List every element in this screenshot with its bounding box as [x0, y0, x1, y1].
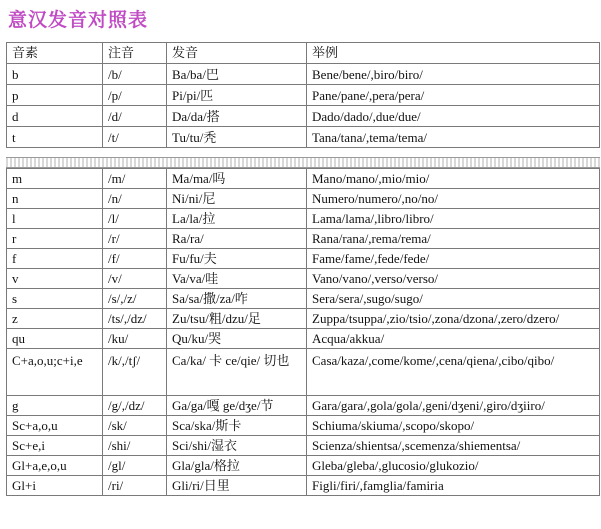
cell-notation: /shi/ — [103, 436, 167, 456]
cell-examples: Acqua/akkua/ — [307, 329, 600, 349]
cell-examples: Bene/bene/,biro/biro/ — [307, 64, 600, 85]
cell-pronunciation: Ga/ga/嘎 ge/dʒe/节 — [167, 396, 307, 416]
cell-phoneme: C+a,o,u;c+i,e — [7, 349, 103, 396]
cell-examples: Gleba/gleba/,glucosio/glukozio/ — [307, 456, 600, 476]
cell-examples: Numero/numero/,no/no/ — [307, 189, 600, 209]
cell-examples: Gara/gara/,gola/gola/,geni/dʒeni/,giro/dʒiiro/ — [307, 396, 600, 416]
cell-pronunciation: Sci/shi/湿衣 — [167, 436, 307, 456]
table-row — [7, 209, 600, 229]
cell-notation: /v/ — [103, 269, 167, 289]
table-row — [7, 436, 600, 456]
cell-examples: Mano/mano/,mio/mio/ — [307, 169, 600, 189]
cell-pronunciation: Pi/pi/匹 — [167, 85, 307, 106]
cell-phoneme: l — [7, 209, 103, 229]
table-row — [7, 349, 600, 396]
cell-notation: /s/,/z/ — [103, 289, 167, 309]
cell-pronunciation: Zu/tsu/粗/dzu/足 — [167, 309, 307, 329]
page-title: 意汉发音对照表 — [8, 9, 149, 31]
cell-phoneme: d — [7, 106, 103, 127]
header-examples: 举例 — [307, 43, 600, 64]
phoneme-table-bottom — [6, 168, 600, 496]
cell-examples: Dado/dado/,due/due/ — [307, 106, 600, 127]
table-row — [7, 229, 600, 249]
table-row — [7, 64, 600, 85]
cell-phoneme: v — [7, 269, 103, 289]
cell-examples: Fame/fame/,fede/fede/ — [307, 249, 600, 269]
cell-notation: /b/ — [103, 64, 167, 85]
table-separator — [6, 157, 600, 168]
cell-notation: /g/,/dz/ — [103, 396, 167, 416]
header-notation: 注音 — [103, 43, 167, 64]
cell-notation: /k/,/tʃ/ — [103, 349, 167, 396]
cell-notation: /p/ — [103, 85, 167, 106]
cell-examples: Casa/kaza/,come/kome/,cena/qiena/,cibo/qibo/ — [307, 349, 600, 396]
cell-phoneme: Sc+e,i — [7, 436, 103, 456]
cell-examples: Pane/pane/,pera/pera/ — [307, 85, 600, 106]
cell-pronunciation: Fu/fu/夫 — [167, 249, 307, 269]
cell-examples: Schiuma/skiuma/,scopo/skopo/ — [307, 416, 600, 436]
cell-pronunciation: Da/da/搭 — [167, 106, 307, 127]
cell-notation: /n/ — [103, 189, 167, 209]
cell-pronunciation: Ra/ra/ — [167, 229, 307, 249]
cell-notation: /gl/ — [103, 456, 167, 476]
table-row — [7, 269, 600, 289]
cell-phoneme: g — [7, 396, 103, 416]
table-row — [7, 396, 600, 416]
header-pronunciation: 发音 — [167, 43, 307, 64]
cell-pronunciation: Qu/ku/哭 — [167, 329, 307, 349]
cell-phoneme: Gl+a,e,o,u — [7, 456, 103, 476]
cell-notation: /f/ — [103, 249, 167, 269]
table-row — [7, 85, 600, 106]
cell-examples: Sera/sera/,sugo/sugo/ — [307, 289, 600, 309]
cell-phoneme: qu — [7, 329, 103, 349]
cell-phoneme: Gl+i — [7, 476, 103, 496]
cell-notation: /ku/ — [103, 329, 167, 349]
cell-phoneme: t — [7, 127, 103, 148]
cell-notation: /l/ — [103, 209, 167, 229]
cell-pronunciation: Ma/ma/吗 — [167, 169, 307, 189]
cell-phoneme: Sc+a,o,u — [7, 416, 103, 436]
header-row — [7, 43, 600, 64]
cell-examples: Zuppa/tsuppa/,zio/tsio/,zona/dzona/,zero/dzero/ — [307, 309, 600, 329]
cell-phoneme: m — [7, 169, 103, 189]
cell-pronunciation: Ba/ba/巴 — [167, 64, 307, 85]
cell-notation: /m/ — [103, 169, 167, 189]
table-row — [7, 329, 600, 349]
cell-pronunciation: Sa/sa/撒/za/咋 — [167, 289, 307, 309]
cell-phoneme: b — [7, 64, 103, 85]
cell-notation: /sk/ — [103, 416, 167, 436]
table-row — [7, 289, 600, 309]
cell-pronunciation: Va/va/哇 — [167, 269, 307, 289]
table-row — [7, 249, 600, 269]
cell-notation: /r/ — [103, 229, 167, 249]
cell-pronunciation: La/la/拉 — [167, 209, 307, 229]
cell-examples: Rana/rana/,rema/rema/ — [307, 229, 600, 249]
cell-examples: Vano/vano/,verso/verso/ — [307, 269, 600, 289]
cell-phoneme: z — [7, 309, 103, 329]
cell-pronunciation: Sca/ska/斯卡 — [167, 416, 307, 436]
phoneme-table-top — [6, 42, 600, 148]
cell-pronunciation: Tu/tu/秃 — [167, 127, 307, 148]
cell-phoneme: p — [7, 85, 103, 106]
cell-notation: /d/ — [103, 106, 167, 127]
cell-phoneme: n — [7, 189, 103, 209]
header-phoneme: 音素 — [7, 43, 103, 64]
table-row — [7, 169, 600, 189]
cell-examples: Tana/tana/,tema/tema/ — [307, 127, 600, 148]
cell-pronunciation: Ni/ni/尼 — [167, 189, 307, 209]
cell-examples: Lama/lama/,libro/libro/ — [307, 209, 600, 229]
table-row — [7, 106, 600, 127]
cell-phoneme: f — [7, 249, 103, 269]
cell-pronunciation: Ca/ka/ 卡 ce/qie/ 切也 — [167, 349, 307, 396]
cell-pronunciation: Gla/gla/格拉 — [167, 456, 307, 476]
table-row — [7, 416, 600, 436]
cell-examples: Scienza/shientsa/,scemenza/shiementsa/ — [307, 436, 600, 456]
cell-notation: /t/ — [103, 127, 167, 148]
cell-notation: /ri/ — [103, 476, 167, 496]
cell-pronunciation: Gli/ri/日里 — [167, 476, 307, 496]
table-row — [7, 189, 600, 209]
table-row — [7, 309, 600, 329]
cell-phoneme: s — [7, 289, 103, 309]
cell-notation: /ts/,/dz/ — [103, 309, 167, 329]
table-row — [7, 127, 600, 148]
cell-phoneme: r — [7, 229, 103, 249]
table-row — [7, 456, 600, 476]
table-row — [7, 476, 600, 496]
cell-examples: Figli/firi/,famglia/famiria — [307, 476, 600, 496]
